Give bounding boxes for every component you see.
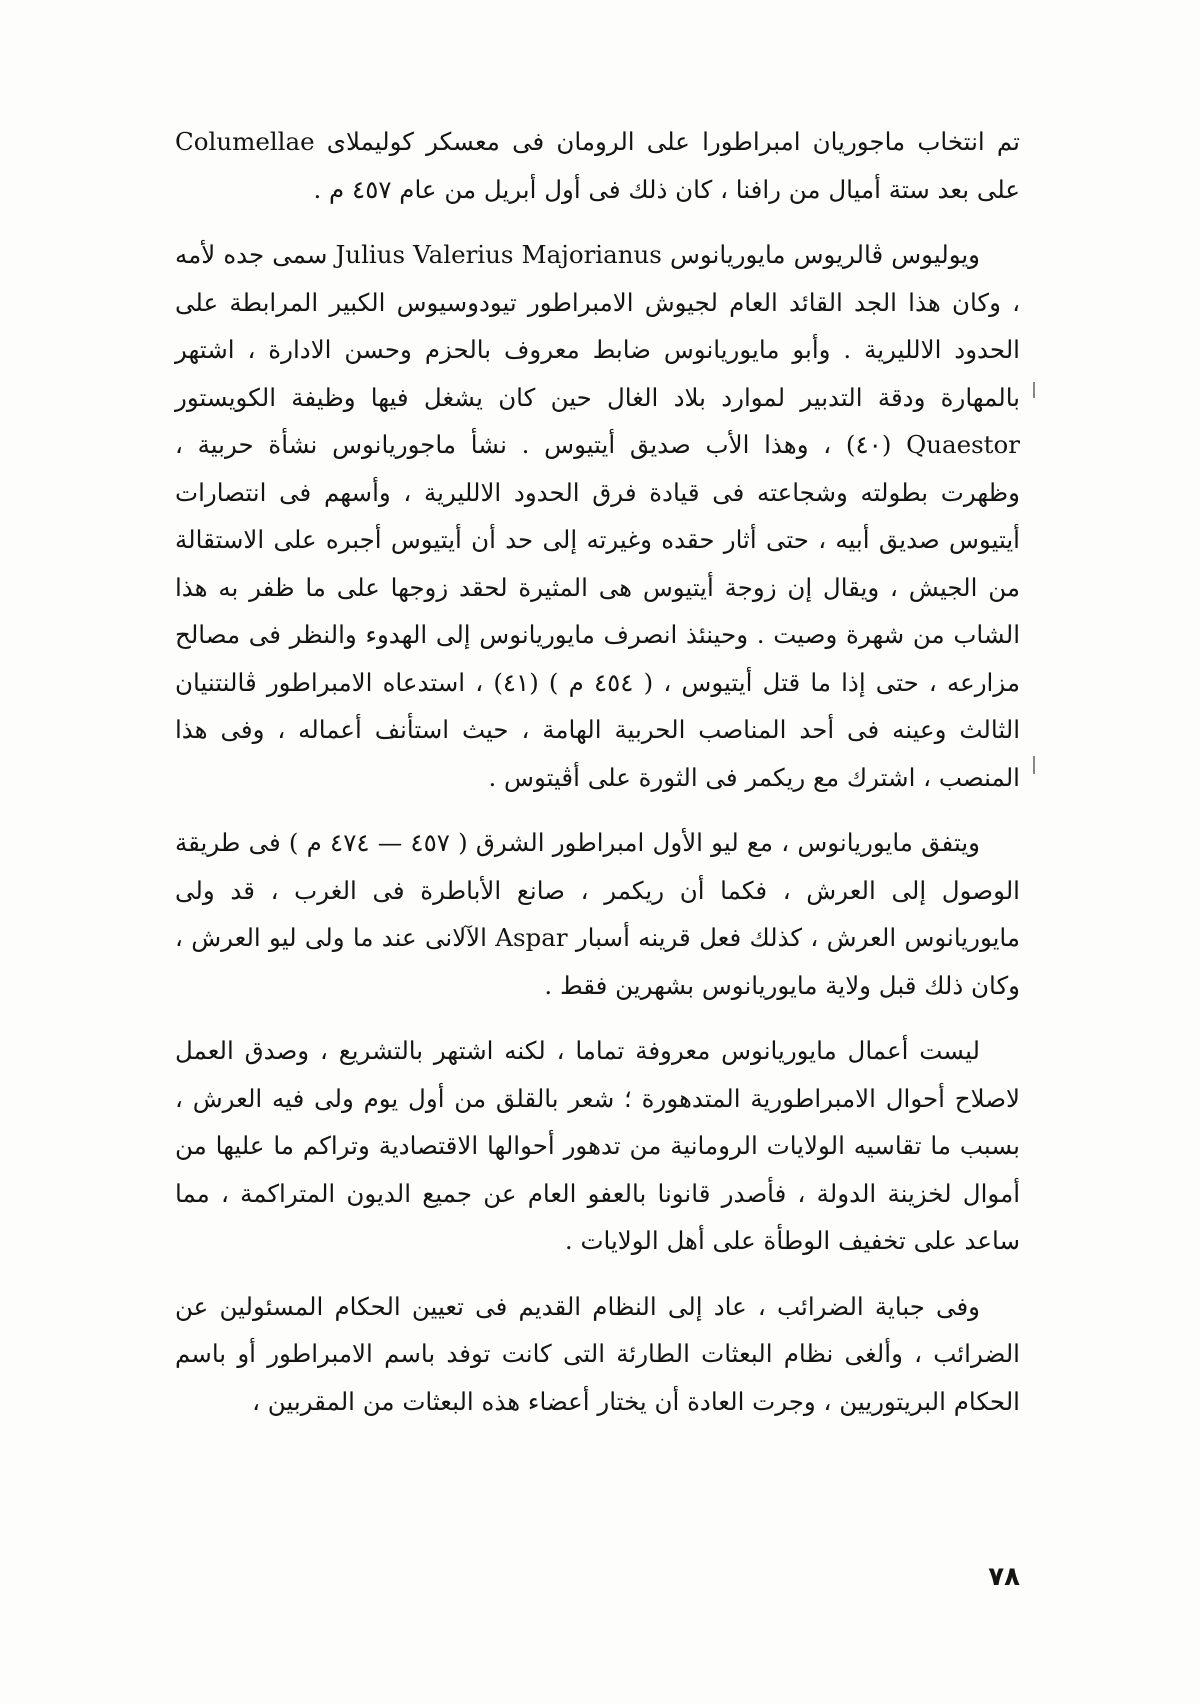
- body-text: [175, 118, 1020, 1443]
- paragraph-1: تم انتخاب ماجوريان امبراطورا على الرومان فى معسكر كوليملاى Columellae على بعد ستة أميال من رافنا ، كان ذلك فى أول أبريل من عام ٤٥٧ م .: [175, 127, 1020, 204]
- scan-margin-mark-1: [1033, 382, 1035, 398]
- paragraph-5: وفى جباية الضرائب ، عاد إلى النظام القديم فى تعيين الحكام المسئولين عن الضرائب ، وألغى نظام البعثات الطارئة التى كانت توفد باسم الامبراطور أو باسم الحكام البريتوريين ، وجرت العادة أن يختار أعضاء هذه البعثات من المقربين ،: [175, 1291, 1020, 1416]
- paragraph-2: ويوليوس ڤالريوس مايوريانوس Julius Valerius Majorianus سمى جده لأمه ، وكان هذا الجد القائد العام لجيوش الامبراطور تيودوسيوس الكبير المرابطة على الحدود الالليرية . وأبو مايوريانوس ضابط معروف بالحزم وحسن الادارة ، اشتهر بالمهارة ودقة التدبير لموارد بلاد الغال حين كان يشغل فيها وظيفة الكويستور Quaestor (٤٠) ، وهذا الأب صديق أيتيوس . نشأ ماجوريانوس نشأة حربية ، وظهرت بطولته وشجاعته فى قيادة فرق الحدود الالليرية ، وأسهم فى انتصارات أيتيوس صديق أبيه ، حتى أثار حقده وغيرته إلى حد أن أيتيوس أجبره على الاستقالة من الجيش ، ويقال إن زوجة أيتيوس هى المثيرة لحقد زوجها على ما ظفر به هذا الشاب من شهرة وصيت . وحينئذ انصرف مايوريانوس إلى الهدوء والنظر فى مصالح مزارعه ، حتى إذا ما قتل أيتيوس ، ( ٤٥٤ م ) (٤١) ، استدعاه الامبراطور ڤالنتنيان الثالث وعينه فى أحد المناصب الحربية الهامة ، حيث استأنف أعماله ، وفى هذا المنصب ، اشترك مع ريكمر فى الثورة على أڤيتوس .: [175, 240, 1021, 792]
- paragraph-4: ليست أعمال مايوريانوس معروفة تماما ، لكنه اشتهر بالتشريع ، وصدق العمل لاصلاح أحوال الامبراطورية المتدهورة ؛ شعر بالقلق من أول يوم ولى فيه العرش ، بسبب ما تقاسيه الولايات الرومانية من تدهور أحوالها الاقتصادية وتراكم ما عليها من أموال لخزينة الدولة ، فأصدر قانونا بالعفو العام عن جميع الديون المتراكمة ، مما ساعد على تخفيف الوطأة على أهل الولايات .: [175, 1036, 1020, 1255]
- page-number: ٧٨: [988, 1562, 1020, 1592]
- paragraph-3: ويتفق مايوريانوس ، مع ليو الأول امبراطور الشرق ( ٤٥٧ — ٤٧٤ م ) فى طريقة الوصول إلى العرش ، فكما أن ريكمر ، صانع الأباطرة فى الغرب ، قد ولى مايوريانوس العرش ، كذلك فعل قرينه أسبار Aspar الآلانى عند ما ولى ليو العرش ، وكان ذلك قبل ولاية مايوريانوس بشهرين فقط .: [175, 828, 1021, 1000]
- scan-margin-mark-2: [1033, 756, 1035, 774]
